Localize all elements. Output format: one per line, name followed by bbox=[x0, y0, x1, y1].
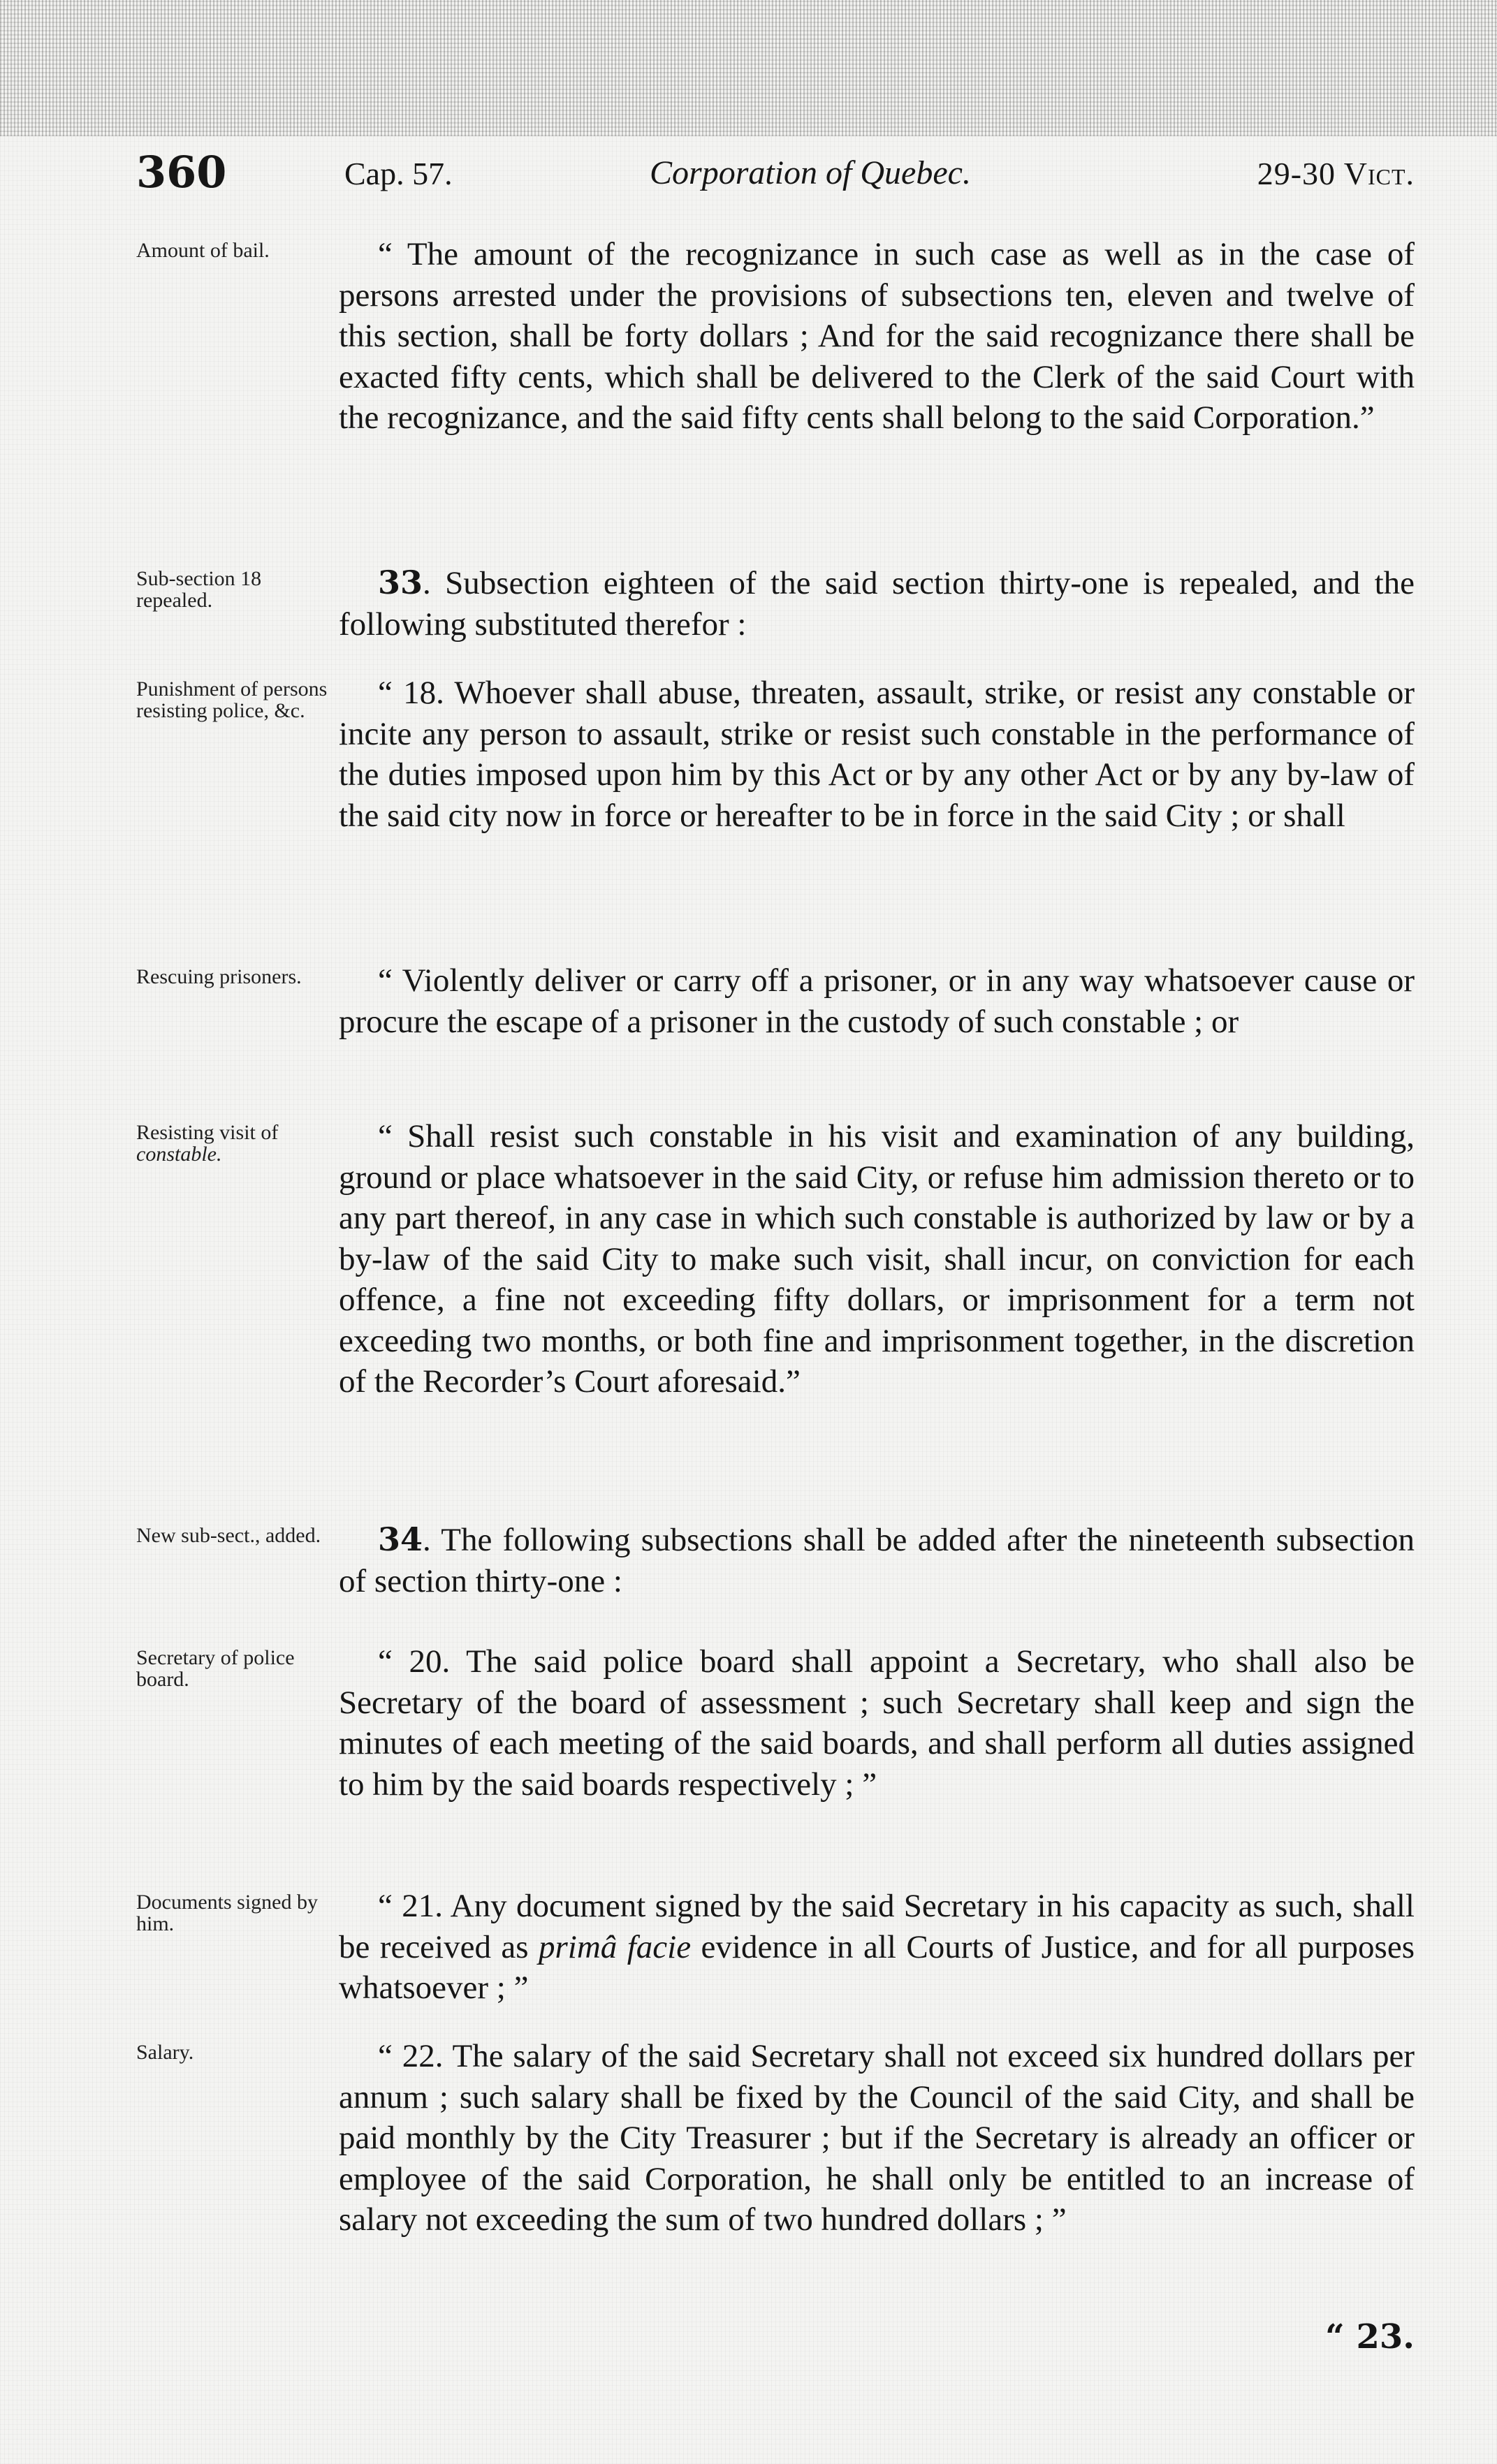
section-text bbox=[339, 562, 1415, 645]
margin-note-italic: constable. bbox=[136, 1143, 222, 1166]
section-text: “ Shall resist such constable in his visit and examination of any building, ground or place whatsoever in the said City, or refuse him admission thereto or to any part thereof, in any case in which such constable is authorized by law or by a by-law of the said City to make such visit, shall incur, on conviction for each offence, a fine not exceeding fifty dollars, or imprisonment for a term not exceeding two months, or both fine and imprisonment together, in the discretion of the Recorder’s Court aforesaid.” bbox=[339, 1118, 1415, 1400]
margin-note: Sub-section 18 repealed. bbox=[136, 567, 262, 612]
italic-term: primâ facie bbox=[539, 1928, 692, 1965]
section-text: “ 20. The said police board shall appoint a Secretary, who shall also be Secretary of the board of assessment ; such Secretary shall keep and sign the minutes of each meeting of the said boards, and shall perform all duties assigned to him by the said boards respectively ; ” bbox=[339, 1643, 1415, 1803]
catchword: “ 23. bbox=[1325, 2317, 1415, 2356]
running-header bbox=[136, 147, 1415, 203]
margin-note: Rescuing prisoners. bbox=[136, 965, 302, 988]
margin-note bbox=[136, 1122, 335, 1165]
section-text: “ The amount of the recognizance in such case as well as in the case of persons arrested under the provisions of subsections ten, eleven and twelve of this section, shall be forty dollars ; And for the said recognizance there shall be exacted fifty cents, which shall be delivered to the Clerk of the said Court with the recognizance, and the said fifty cents shall belong to the said Corporation.” bbox=[339, 236, 1415, 436]
margin-note-text: Resisting visit of bbox=[136, 1121, 279, 1144]
section-text bbox=[339, 1519, 1415, 1601]
section-text: “ 18. Whoever shall abuse, threaten, assault, strike, or resist any constable or incite any person to assault, strike or resist such constable in the performance of the duties imposed upon him by this Act or by any other Act or by any by-law of the said city now in force or hereafter to be in force in the said City ; or shall bbox=[339, 675, 1415, 834]
section-number: 33 bbox=[378, 564, 423, 601]
section-text: “ Violently deliver or carry off a prisoner, or in any way whatsoever cause or procure the escape of a prisoner in the custody of such constable ; or bbox=[339, 962, 1415, 1040]
section-number: 34 bbox=[378, 1520, 423, 1558]
margin-note: Documents signed by him. bbox=[136, 1891, 318, 1935]
margin-note: Salary. bbox=[136, 2041, 194, 2064]
page-number: 360 bbox=[136, 147, 227, 198]
margin-note: Amount of bail. bbox=[136, 239, 270, 262]
section-body: . Subsection eighteen of the said section thirty-one is repealed, and the following substituted therefor : bbox=[339, 565, 1415, 643]
regnal-year: 29-30 Vict. bbox=[1257, 156, 1415, 191]
chapter-label: Cap. 57. bbox=[344, 156, 453, 191]
margin-note: Secretary of police board. bbox=[136, 1646, 295, 1691]
margin-note: New sub-sect., added. bbox=[136, 1524, 321, 1547]
section-text bbox=[339, 1886, 1415, 2009]
section-body: “ 21. Any document signed by the said Secretary in his capacity as such, shall be received as bbox=[339, 1888, 1415, 1965]
margin-note: Punishment of persons resisting police, &c. bbox=[136, 677, 328, 722]
section-body-end: evidence in all Courts of Justice, and for all purposes whatsoever ; ” bbox=[339, 1928, 1415, 2006]
section-body: . The following subsections shall be added after the nineteenth subsection of section thirty-one : bbox=[339, 1522, 1415, 1599]
running-title: Corporation of Quebec. bbox=[650, 154, 971, 191]
scan-noise-band bbox=[0, 0, 1497, 136]
section-text: “ 22. The salary of the said Secretary shall not exceed six hundred dollars per annum ; such salary shall be fixed by the Council of the said City, and shall be paid monthly by the City Treasurer ; but if the Secretary is already an officer or employee of the said Corporation, he shall only be entitled to an increase of salary not exceeding the sum of two hundred dollars ; ” bbox=[339, 2038, 1415, 2238]
